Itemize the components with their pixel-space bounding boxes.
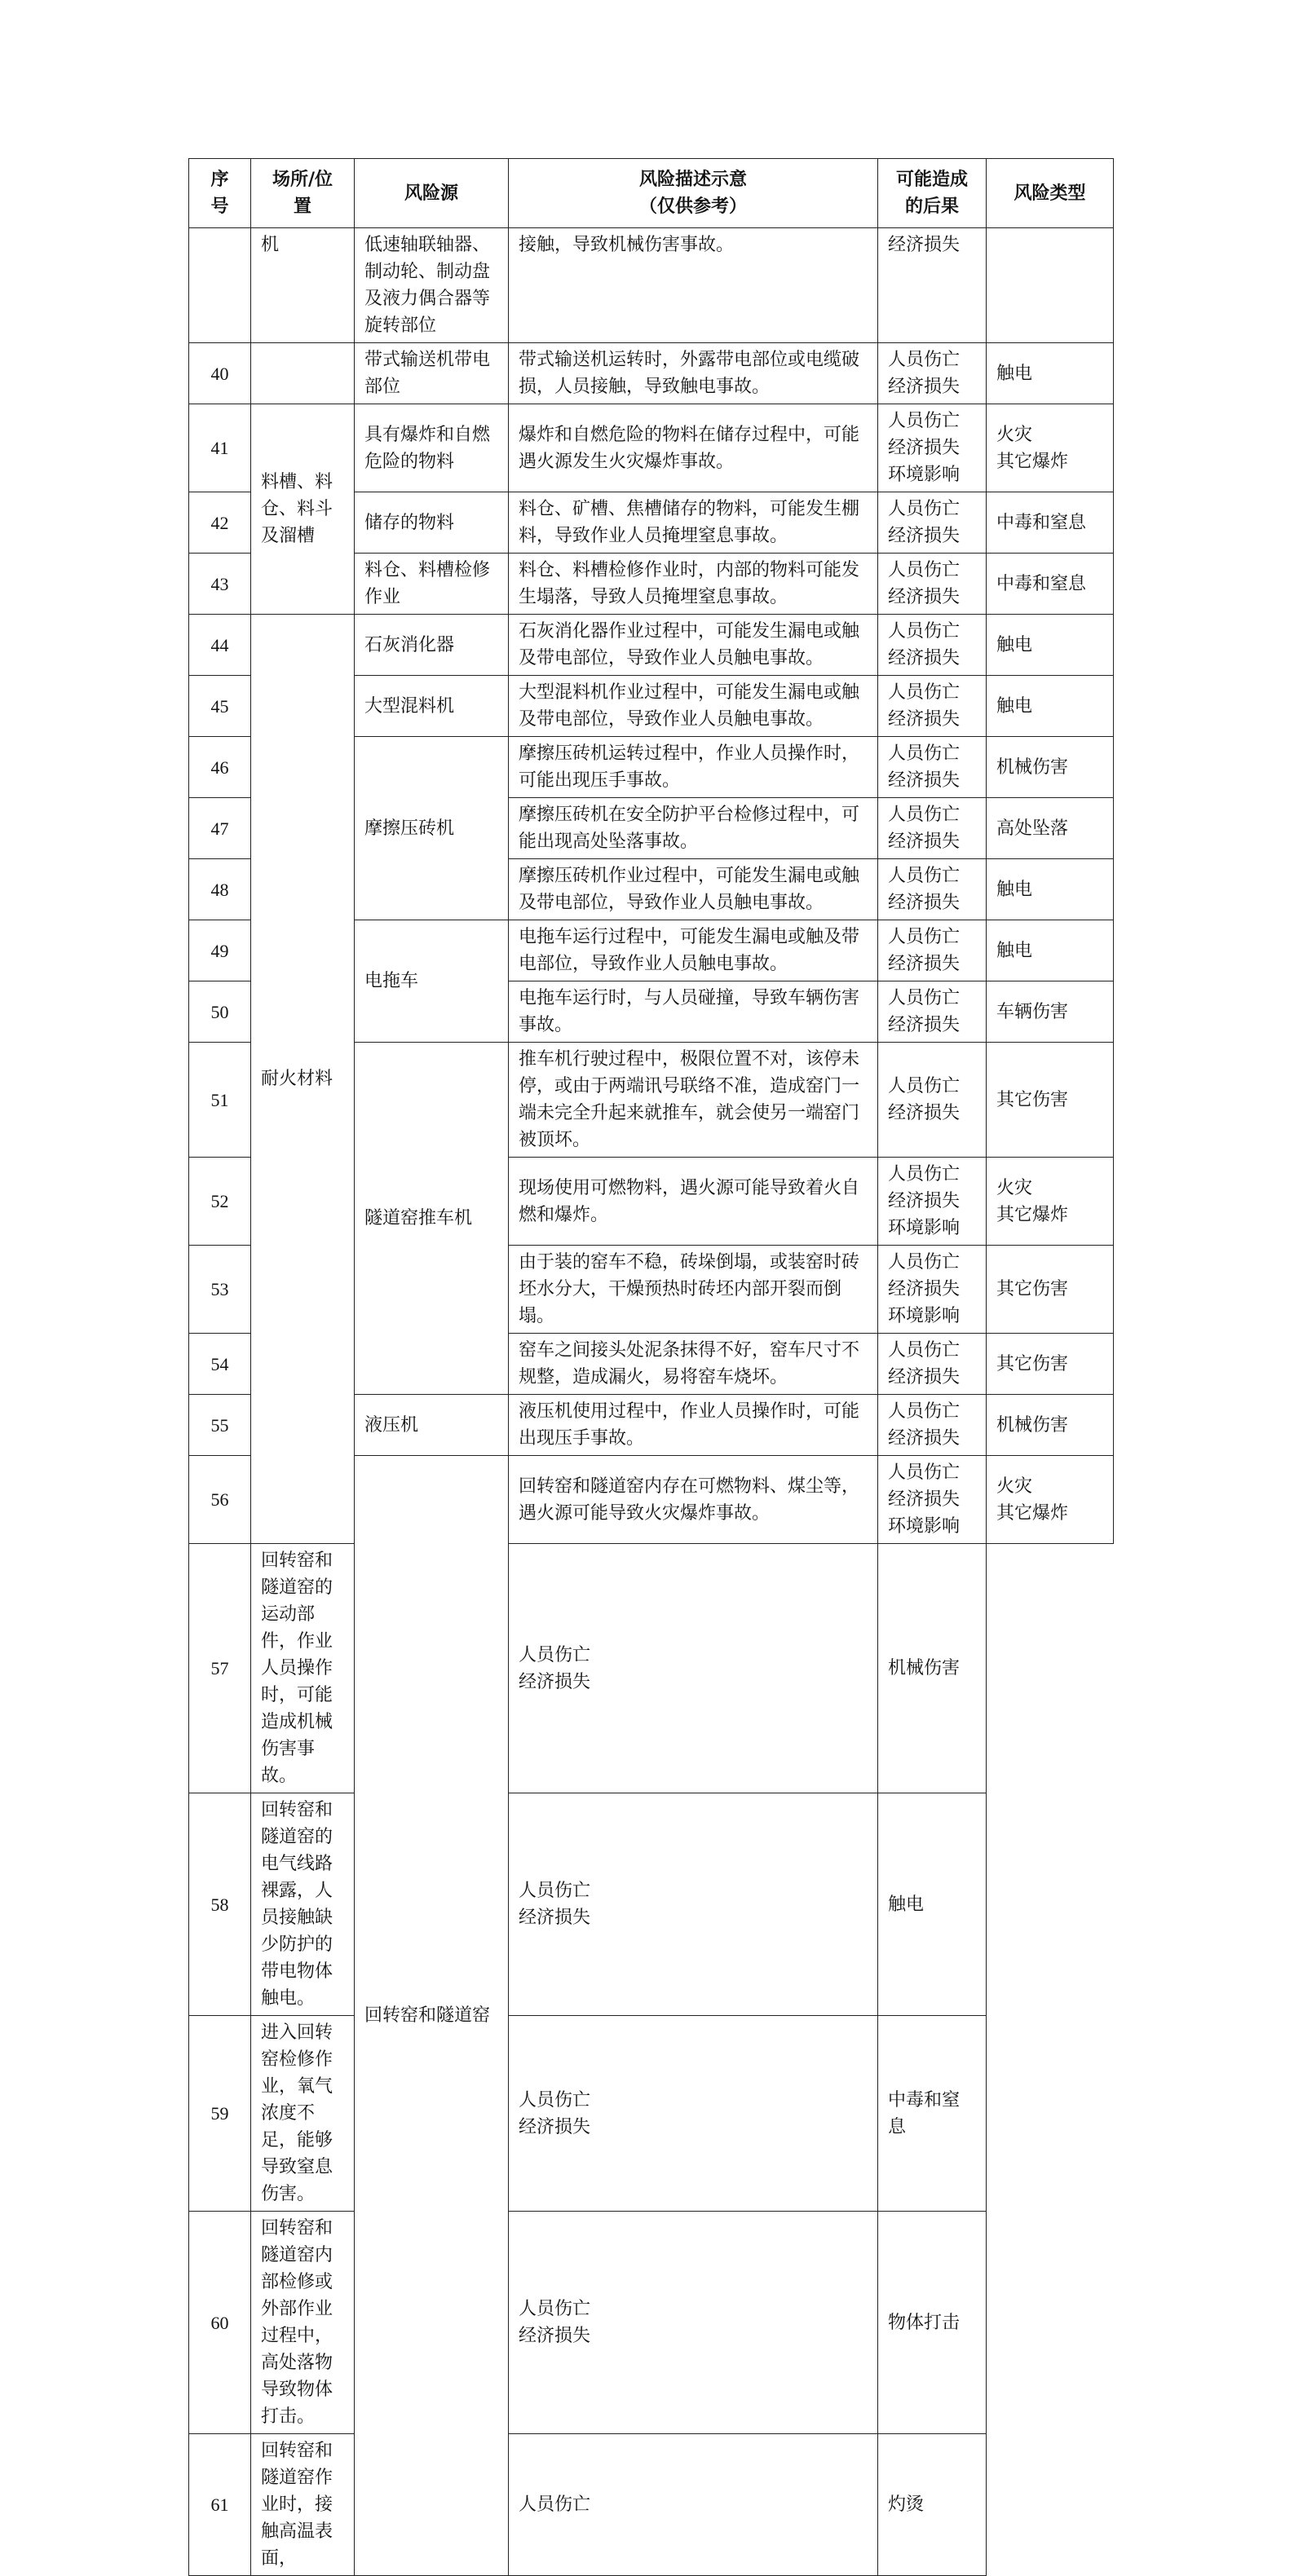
row-number: 40	[189, 343, 251, 404]
row-consequence: 人员伤亡 经济损失	[878, 1334, 987, 1395]
row-consequence: 人员伤亡 经济损失	[509, 2212, 878, 2434]
row-number: 58	[189, 1793, 251, 2016]
row-description: 大型混料机作业过程中，可能发生漏电或触及带电部位，导致作业人员触电事故。	[509, 676, 878, 737]
row-number: 52	[189, 1158, 251, 1246]
row-number: 46	[189, 737, 251, 798]
row-consequence: 人员伤亡 经济损失	[878, 920, 987, 981]
row-description: 由于装的窑车不稳，砖垛倒塌，或装窑时砖坯水分大，干燥预热时砖坯内部开裂而倒塌。	[509, 1246, 878, 1334]
row-description: 推车机行驶过程中，极限位置不对，该停未停，或由于两端讯号联络不准，造成窑门一端未完全升起来就推车，就会使另一端窑门被顶坏。	[509, 1043, 878, 1158]
row-consequence: 人员伤亡 经济损失	[878, 676, 987, 737]
row-consequence: 人员伤亡 经济损失	[878, 737, 987, 798]
row-source: 大型混料机	[355, 676, 509, 737]
row-consequence: 人员伤亡 经济损失	[878, 615, 987, 676]
row-risk-type: 触电	[987, 920, 1114, 981]
row-consequence: 人员伤亡 经济损失	[509, 1544, 878, 1793]
row-consequence: 人员伤亡 经济损失	[878, 1395, 987, 1456]
table-row	[189, 615, 1114, 676]
row-risk-type: 触电	[987, 615, 1114, 676]
table-row	[189, 404, 1114, 492]
row-source: 隧道窑推车机	[355, 1043, 509, 1395]
row-risk-type: 机械伤害	[987, 1395, 1114, 1456]
row-source: 石灰消化器	[355, 615, 509, 676]
row-risk-type: 其它伤害	[987, 1043, 1114, 1158]
row-consequence: 人员伤亡 经济损失 环境影响	[878, 404, 987, 492]
row-number	[189, 228, 251, 343]
row-risk-type: 火灾 其它爆炸	[987, 1158, 1114, 1246]
row-number: 59	[189, 2016, 251, 2212]
row-source: 回转窑和隧道窑	[355, 1456, 509, 2576]
row-source: 带式输送机带电部位	[355, 343, 509, 404]
row-description: 回转窑和隧道窑作业时，接触高温表面，	[251, 2434, 355, 2576]
row-description: 摩擦压砖机作业过程中，可能发生漏电或触及带电部位，导致作业人员触电事故。	[509, 859, 878, 920]
row-number: 45	[189, 676, 251, 737]
row-description: 接触，导致机械伤害事故。	[509, 228, 878, 343]
row-risk-type: 触电	[987, 343, 1114, 404]
row-description: 现场使用可燃物料，遇火源可能导致着火自燃和爆炸。	[509, 1158, 878, 1246]
row-number: 49	[189, 920, 251, 981]
row-place: 耐火材料	[251, 615, 355, 1544]
row-number: 44	[189, 615, 251, 676]
table-row	[189, 1793, 1114, 2016]
row-number: 41	[189, 404, 251, 492]
row-risk-type: 车辆伤害	[987, 981, 1114, 1043]
row-source: 电拖车	[355, 920, 509, 1043]
row-number: 48	[189, 859, 251, 920]
table-row	[189, 2212, 1114, 2434]
row-consequence: 经济损失	[878, 228, 987, 343]
table-row	[189, 1544, 1114, 1793]
row-place: 料槽、料仓、料斗及溜槽	[251, 404, 355, 615]
row-risk-type	[987, 228, 1114, 343]
row-description: 摩擦压砖机运转过程中，作业人员操作时，可能出现压手事故。	[509, 737, 878, 798]
row-consequence: 人员伤亡 经济损失	[878, 981, 987, 1043]
row-description: 回转窑和隧道窑的运动部件，作业人员操作时，可能造成机械伤害事故。	[251, 1544, 355, 1793]
header-no: 序 号	[189, 159, 251, 228]
header-source: 风险源	[355, 159, 509, 228]
row-source: 低速轴联轴器、制动轮、制动盘及液力偶合器等旋转部位	[355, 228, 509, 343]
row-source: 料仓、料槽检修作业	[355, 554, 509, 615]
row-risk-type: 触电	[878, 1793, 987, 2016]
row-description: 带式输送机运转时，外露带电部位或电缆破损，人员接触，导致触电事故。	[509, 343, 878, 404]
row-number: 47	[189, 798, 251, 859]
row-consequence: 人员伤亡 经济损失	[509, 2016, 878, 2212]
row-number: 53	[189, 1246, 251, 1334]
row-number: 42	[189, 492, 251, 554]
row-description: 电拖车运行过程中，可能发生漏电或触及带电部位，导致作业人员触电事故。	[509, 920, 878, 981]
table-row	[189, 343, 1114, 404]
row-source: 摩擦压砖机	[355, 737, 509, 920]
row-consequence: 人员伤亡 经济损失	[878, 554, 987, 615]
header-consequence: 可能造成 的后果	[878, 159, 987, 228]
row-description: 进入回转窑检修作业，氧气浓度不足，能够导致窒息伤害。	[251, 2016, 355, 2212]
row-consequence: 人员伤亡 经济损失 环境影响	[878, 1246, 987, 1334]
row-description: 回转窑和隧道窑内部检修或外部作业过程中，高处落物导致物体打击。	[251, 2212, 355, 2434]
row-description: 摩擦压砖机在安全防护平台检修过程中，可能出现高处坠落事故。	[509, 798, 878, 859]
row-risk-type: 其它伤害	[987, 1246, 1114, 1334]
row-description: 窑车之间接头处泥条抹得不好，窑车尺寸不规整，造成漏火，易将窑车烧坏。	[509, 1334, 878, 1395]
row-consequence: 人员伤亡 经济损失	[509, 1793, 878, 2016]
row-risk-type: 中毒和窒息	[987, 554, 1114, 615]
row-number: 56	[189, 1456, 251, 1544]
row-source: 具有爆炸和自燃危险的物料	[355, 404, 509, 492]
row-consequence: 人员伤亡 经济损失	[878, 1043, 987, 1158]
row-description: 液压机使用过程中，作业人员操作时，可能出现压手事故。	[509, 1395, 878, 1456]
header-description: 风险描述示意 （仅供参考）	[509, 159, 878, 228]
row-place	[251, 343, 355, 404]
row-source: 储存的物料	[355, 492, 509, 554]
row-risk-type: 中毒和窒息	[878, 2016, 987, 2212]
header-risk-type: 风险类型	[987, 159, 1114, 228]
header-place: 场所/位 置	[251, 159, 355, 228]
row-number: 57	[189, 1544, 251, 1793]
row-description: 回转窑和隧道窑的电气线路裸露，人员接触缺少防护的带电物体触电。	[251, 1793, 355, 2016]
row-description: 石灰消化器作业过程中，可能发生漏电或触及带电部位，导致作业人员触电事故。	[509, 615, 878, 676]
row-risk-type: 机械伤害	[878, 1544, 987, 1793]
row-consequence: 人员伤亡 经济损失 环境影响	[878, 1456, 987, 1544]
row-risk-type: 灼烫	[878, 2434, 987, 2576]
row-source: 液压机	[355, 1395, 509, 1456]
row-risk-type: 触电	[987, 859, 1114, 920]
row-description: 回转窑和隧道窑内存在可燃物料、煤尘等，遇火源可能导致火灾爆炸事故。	[509, 1456, 878, 1544]
row-risk-type: 其它伤害	[987, 1334, 1114, 1395]
row-consequence: 人员伤亡 经济损失	[878, 343, 987, 404]
row-number: 60	[189, 2212, 251, 2434]
row-number: 54	[189, 1334, 251, 1395]
row-consequence: 人员伤亡	[509, 2434, 878, 2576]
row-place: 机	[251, 228, 355, 343]
table-row	[189, 2016, 1114, 2212]
row-description: 料仓、料槽检修作业时，内部的物料可能发生塌落，导致人员掩埋窒息事故。	[509, 554, 878, 615]
table-row	[189, 2434, 1114, 2576]
row-number: 51	[189, 1043, 251, 1158]
row-risk-type: 机械伤害	[987, 737, 1114, 798]
risk-table	[188, 158, 1114, 2576]
row-description: 料仓、矿槽、焦槽储存的物料，可能发生棚料，导致作业人员掩埋窒息事故。	[509, 492, 878, 554]
row-description: 电拖车运行时，与人员碰撞，导致车辆伤害事故。	[509, 981, 878, 1043]
row-consequence: 人员伤亡 经济损失	[878, 859, 987, 920]
row-risk-type: 中毒和窒息	[987, 492, 1114, 554]
row-consequence: 人员伤亡 经济损失	[878, 798, 987, 859]
row-risk-type: 物体打击	[878, 2212, 987, 2434]
row-risk-type: 触电	[987, 676, 1114, 737]
row-number: 43	[189, 554, 251, 615]
row-risk-type: 高处坠落	[987, 798, 1114, 859]
row-number: 61	[189, 2434, 251, 2576]
header-row	[189, 159, 1114, 228]
row-number: 55	[189, 1395, 251, 1456]
row-consequence: 人员伤亡 经济损失	[878, 492, 987, 554]
row-description: 爆炸和自燃危险的物料在储存过程中，可能遇火源发生火灾爆炸事故。	[509, 404, 878, 492]
row-risk-type: 火灾 其它爆炸	[987, 404, 1114, 492]
row-risk-type: 火灾 其它爆炸	[987, 1456, 1114, 1544]
row-number: 50	[189, 981, 251, 1043]
row-consequence: 人员伤亡 经济损失 环境影响	[878, 1158, 987, 1246]
table-row	[189, 228, 1114, 343]
